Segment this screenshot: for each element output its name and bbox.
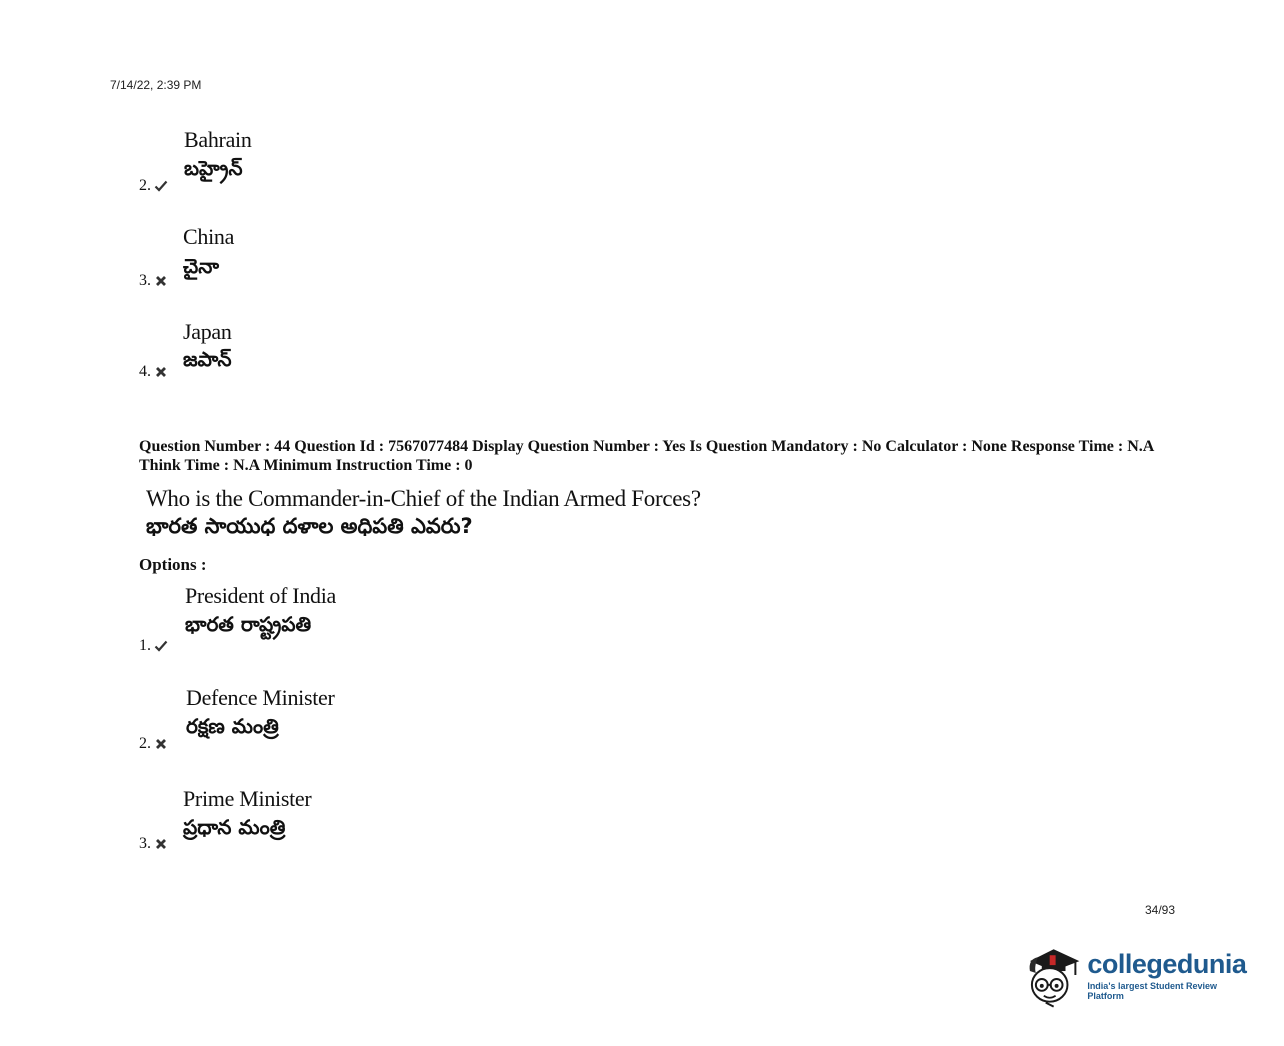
logo-tagline: India's largest Student Review Platform (1087, 981, 1217, 1001)
question-text-en: Who is the Commander-in-Chief of the Indian Armed Forces? (146, 486, 701, 511)
question-metadata: Question Number : 44 Question Id : 7567077484 Display Question Number : Yes Is Question Mandatory : No Calculator : None Response Time : N.A Think Time : N.A Minimum Instruction Time : 0 (139, 438, 1154, 474)
option-text-en: Prime Minister (183, 786, 312, 811)
check-icon (154, 179, 168, 193)
option-text-en: Bahrain (184, 127, 252, 152)
option-text-te: జపాన్ (183, 347, 232, 371)
option-text-en: Defence Minister (186, 685, 335, 710)
print-timestamp: 7/14/22, 2:39 PM (110, 78, 202, 92)
option-text-en: China (183, 224, 235, 249)
collegedunia-logo (1024, 940, 1254, 1010)
option-number: 2. (139, 177, 168, 195)
option-number: 4. (139, 363, 168, 381)
option-text-te: భారత రాష్ట్రపతి (185, 612, 312, 636)
option-text-en: President of India (185, 583, 337, 608)
option-text-te: రక్షణ మంత్రి (186, 714, 279, 738)
options-label: Options : (139, 555, 207, 574)
cross-icon (154, 737, 168, 751)
option-text-te: ప్రధాన మంత్రి (183, 815, 286, 839)
option-number: 2. (139, 735, 168, 753)
cross-icon (154, 274, 168, 288)
option-number: 1. (139, 637, 168, 655)
option-text-en: Japan (183, 319, 232, 344)
mascot-icon (1024, 941, 1081, 1009)
option-text-te: చైనా (183, 254, 219, 278)
option-number: 3. (139, 272, 168, 290)
option-number: 3. (139, 835, 168, 853)
option-text-te: బహ్రైన్ (184, 156, 243, 180)
logo-wordmark: collegedunia (1087, 949, 1247, 979)
cross-icon (154, 837, 168, 851)
question-text-te: భారత సాయుధ దళాల అధిపతి ఎవరు? (146, 514, 473, 538)
check-icon (154, 639, 168, 653)
page-number: 34/93 (1145, 903, 1176, 917)
cross-icon (154, 365, 168, 379)
